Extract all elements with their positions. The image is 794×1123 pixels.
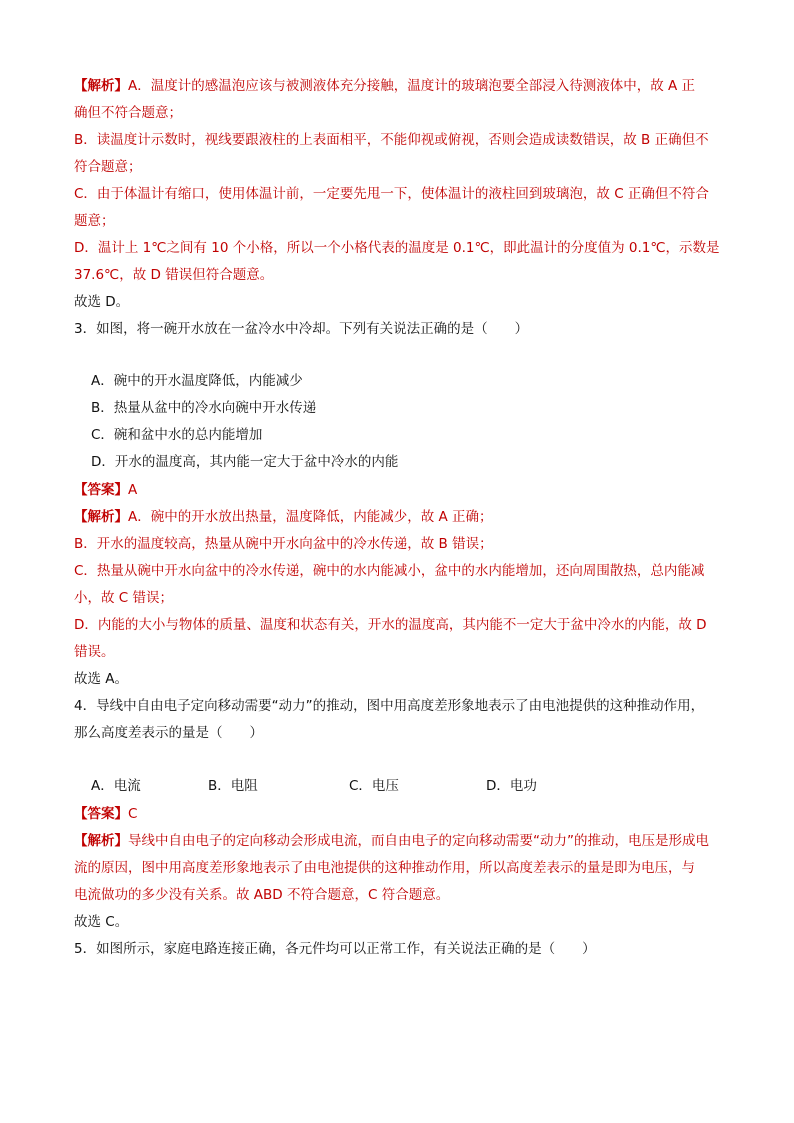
q2-analysis-line-1 <box>74 77 695 95</box>
q2-analysis-line-2: 确但不符合题意； <box>74 105 182 121</box>
q2-analysis-text-1: A．温度计的感温泡应该与被测液体充分接触，温度计的玻璃泡要全部浸入待测液体中，故 A 正 <box>128 78 696 94</box>
q3-analysis-line-3: C．热量从碗中开水向盆中的冷水传递，碗中的水内能减小，盆中的水内能增加，还向周围散热，总内能减 <box>74 563 705 579</box>
q2-analysis-line-5: C．由于体温计有缩口，使用体温计前，一定要先甩一下，使体温计的液柱回到玻璃泡，故 C 正确但不符合 <box>74 186 709 202</box>
q3-option-d: D．开水的温度高，其内能一定大于盆中冷水的内能 <box>91 454 399 470</box>
q5-stem: 5．如图所示，家庭电路连接正确，各元件均可以正常工作，有关说法正确的是（ ） <box>74 941 596 957</box>
q4-stem-line-1: 4．导线中自由电子定向移动需要“动力”的推动，图中用高度差形象地表示了由电池提供的这种推动作用， <box>74 698 705 714</box>
q3-analysis-line-4: 小，故 C 错误； <box>74 590 174 606</box>
q4-choose: 故选 C。 <box>74 914 129 930</box>
q4-analysis-line-1 <box>74 832 709 850</box>
q2-analysis-line-7: D．温计上 1℃之间有 10 个小格，所以一个小格代表的温度是 0.1℃，即此温计的分度值为 0.1℃，示数是 <box>74 240 720 256</box>
q2-analysis-line-4: 符合题意； <box>74 159 142 175</box>
q4-option-d: D．电功 <box>486 778 537 794</box>
q3-analysis-line-5: D．内能的大小与物体的质量、温度和状态有关，开水的温度高，其内能不一定大于盆中冷水的内能，故 D <box>74 617 707 633</box>
q3-analysis-text-1: A．碗中的开水放出热量，温度降低，内能减少，故 A 正确； <box>128 509 493 525</box>
q4-analysis-line-2: 流的原因，图中用高度差形象地表示了由电池提供的这种推动作用，所以高度差表示的量是即为电压，与 <box>74 860 695 876</box>
q3-option-b: B．热量从盆中的冷水向碗中开水传递 <box>91 400 317 416</box>
q3-analysis-line-1 <box>74 508 493 526</box>
q2-analysis-line-6: 题意； <box>74 213 115 229</box>
q3-analysis-line-6: 错误。 <box>74 644 115 660</box>
q4-analysis-text-1: 导线中自由电子的定向移动会形成电流，而自由电子的定向移动需要“动力”的推动，电压是形成电 <box>128 833 709 849</box>
q3-answer-line <box>74 481 137 499</box>
analysis-tag: 【解析】 <box>74 509 128 525</box>
q3-analysis-line-2: B．开水的温度较高，热量从碗中开水向盆中的冷水传递，故 B 错误； <box>74 536 493 552</box>
q2-choose: 故选 D。 <box>74 294 130 310</box>
q4-answer-line <box>74 805 137 823</box>
q2-analysis-line-3: B．读温度计示数时，视线要跟液柱的上表面相平，不能仰视或俯视，否则会造成读数错误，故 B 正确但不 <box>74 132 709 148</box>
q3-option-c: C．碗和盆中水的总内能增加 <box>91 427 263 443</box>
q4-option-c: C．电压 <box>349 778 399 794</box>
analysis-tag: 【解析】 <box>74 833 128 849</box>
q4-option-a: A．电流 <box>91 778 141 794</box>
q2-analysis-line-8: 37.6℃，故 D 错误但符合题意。 <box>74 267 274 283</box>
q3-choose: 故选 A。 <box>74 671 129 687</box>
q3-answer: A <box>128 482 138 498</box>
q3-option-a: A．碗中的开水温度降低，内能减少 <box>91 373 303 389</box>
q4-option-b: B．电阻 <box>208 778 258 794</box>
answer-tag: 【答案】 <box>74 806 128 822</box>
q4-stem-line-2: 那么高度差表示的量是（ ） <box>74 725 263 741</box>
q4-analysis-line-3: 电流做功的多少没有关系。故 ABD 不符合题意，C 符合题意。 <box>74 887 450 903</box>
answer-tag: 【答案】 <box>74 482 128 498</box>
q4-answer: C <box>128 806 138 822</box>
q3-stem: 3．如图，将一碗开水放在一盆冷水中冷却。下列有关说法正确的是（ ） <box>74 321 529 337</box>
analysis-tag: 【解析】 <box>74 78 128 94</box>
